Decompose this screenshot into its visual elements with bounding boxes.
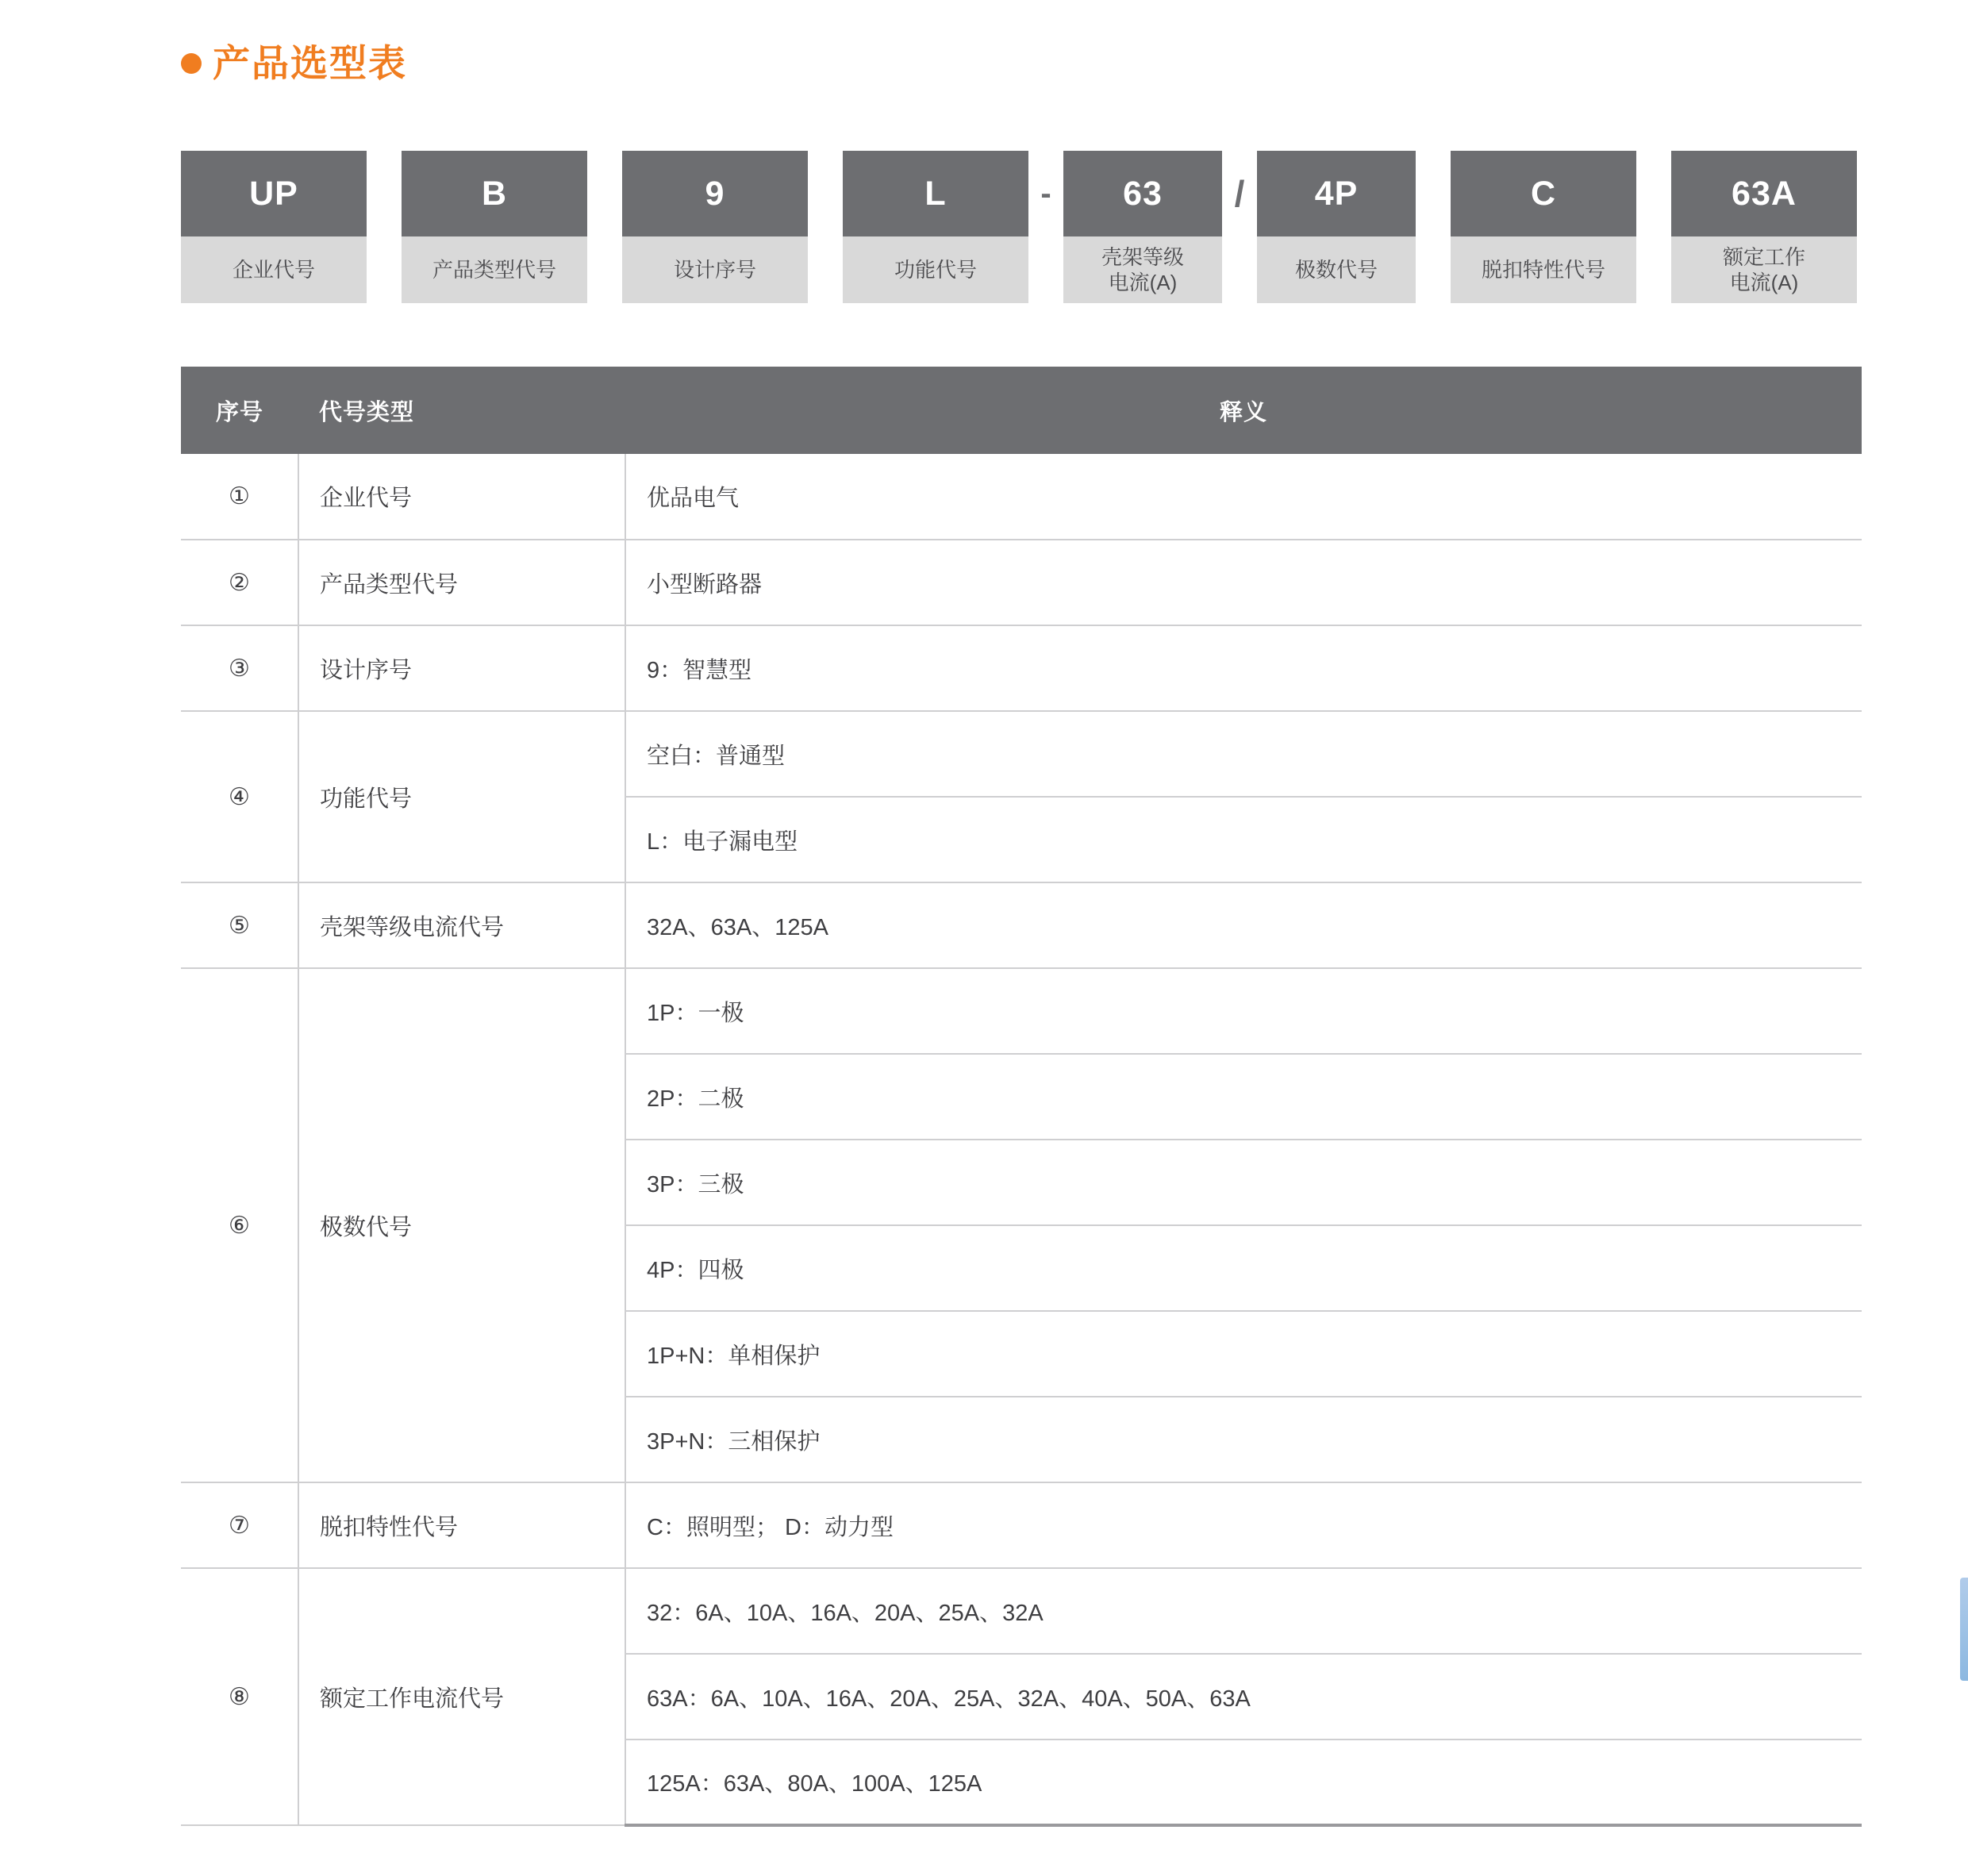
table-header-desc: 释义 xyxy=(625,367,1862,454)
row-desc: 4P：四极 xyxy=(625,1225,1862,1311)
page-title-text: 产品选型表 xyxy=(213,42,407,84)
row-desc: 32A、63A、125A xyxy=(625,882,1862,968)
row-type: 脱扣特性代号 xyxy=(298,1482,625,1568)
model-code-value-4: L xyxy=(843,151,1028,236)
row-desc: 63A：6A、10A、16A、20A、25A、32A、40A、50A、63A xyxy=(625,1654,1862,1740)
model-code-gap-6 xyxy=(1416,151,1451,236)
row-desc: C：照明型； D：动力型 xyxy=(625,1482,1862,1568)
model-code-label-5: 壳架等级 电流(A) xyxy=(1063,236,1222,303)
model-code-separator-dash xyxy=(1028,151,1063,236)
row-no: ④ xyxy=(181,711,298,882)
row-desc: 1P+N：单相保护 xyxy=(625,1311,1862,1397)
row-desc: 3P+N：三相保护 xyxy=(625,1397,1862,1482)
page-title xyxy=(181,44,407,82)
row-no: ② xyxy=(181,540,298,625)
model-code-segment-4 xyxy=(843,151,1028,303)
table-row xyxy=(181,882,1862,968)
page-edge-marker xyxy=(1960,1578,1968,1681)
row-no: ③ xyxy=(181,625,298,711)
model-code-label-6: 极数代号 xyxy=(1257,236,1416,303)
row-desc: 125A：63A、80A、100A、125A xyxy=(625,1740,1862,1825)
model-code-segment-1 xyxy=(181,151,367,303)
model-code-segment-8 xyxy=(1671,151,1857,303)
model-code-value-2: B xyxy=(402,151,587,236)
row-type: 企业代号 xyxy=(298,454,625,540)
table-header-row xyxy=(181,367,1862,454)
row-type: 产品类型代号 xyxy=(298,540,625,625)
model-code-value-6: 4P xyxy=(1257,151,1416,236)
model-code-value-8: 63A xyxy=(1671,151,1857,236)
dash-icon: - xyxy=(1040,176,1051,211)
table-row xyxy=(181,711,1862,797)
model-code-segment-3 xyxy=(622,151,808,303)
row-desc: 2P：二极 xyxy=(625,1054,1862,1140)
model-code-label-7: 脱扣特性代号 xyxy=(1451,236,1636,303)
model-code-separator-slash xyxy=(1222,151,1257,236)
model-code-value-3: 9 xyxy=(622,151,808,236)
table-row xyxy=(181,1568,1862,1654)
row-desc: L：电子漏电型 xyxy=(625,797,1862,882)
row-no: ⑥ xyxy=(181,968,298,1482)
row-no: ⑧ xyxy=(181,1568,298,1825)
row-type: 功能代号 xyxy=(298,711,625,882)
table-header-no: 序号 xyxy=(181,367,298,454)
model-code-label-4: 功能代号 xyxy=(843,236,1028,303)
table-header xyxy=(181,367,1862,454)
row-no: ⑤ xyxy=(181,882,298,968)
table-row xyxy=(181,1482,1862,1568)
row-type: 设计序号 xyxy=(298,625,625,711)
row-type: 壳架等级电流代号 xyxy=(298,882,625,968)
model-code-segment-6 xyxy=(1257,151,1416,303)
model-code-value-7: C xyxy=(1451,151,1636,236)
model-code-segment-5 xyxy=(1063,151,1222,303)
model-code-segment-2 xyxy=(402,151,587,303)
row-desc: 9：智慧型 xyxy=(625,625,1862,711)
model-code-strip xyxy=(181,151,1857,303)
model-code-value-5: 63 xyxy=(1063,151,1222,236)
table-body xyxy=(181,454,1862,1825)
model-code-gap-7 xyxy=(1636,151,1671,236)
table-row xyxy=(181,454,1862,540)
bullet-icon xyxy=(181,53,202,74)
model-code-gap-3 xyxy=(808,151,843,236)
row-desc: 小型断路器 xyxy=(625,540,1862,625)
row-no: ⑦ xyxy=(181,1482,298,1568)
model-code-gap-2 xyxy=(587,151,622,236)
model-code-gap-1 xyxy=(367,151,402,236)
model-code-label-2: 产品类型代号 xyxy=(402,236,587,303)
slash-icon: / xyxy=(1234,173,1245,214)
table-row xyxy=(181,540,1862,625)
row-desc: 32：6A、10A、16A、20A、25A、32A xyxy=(625,1568,1862,1654)
row-type: 极数代号 xyxy=(298,968,625,1482)
model-code-label-8: 额定工作 电流(A) xyxy=(1671,236,1857,303)
row-desc: 空白：普通型 xyxy=(625,711,1862,797)
code-definition-table xyxy=(181,367,1862,1827)
row-no: ① xyxy=(181,454,298,540)
row-desc: 优品电气 xyxy=(625,454,1862,540)
table-header-type: 代号类型 xyxy=(298,367,625,454)
model-code-label-1: 企业代号 xyxy=(181,236,367,303)
row-desc: 1P：一极 xyxy=(625,968,1862,1054)
model-code-segment-7 xyxy=(1451,151,1636,303)
table-row xyxy=(181,625,1862,711)
model-code-value-1: UP xyxy=(181,151,367,236)
model-code-label-3: 设计序号 xyxy=(622,236,808,303)
table-row xyxy=(181,968,1862,1054)
row-type: 额定工作电流代号 xyxy=(298,1568,625,1825)
row-desc: 3P：三极 xyxy=(625,1140,1862,1225)
